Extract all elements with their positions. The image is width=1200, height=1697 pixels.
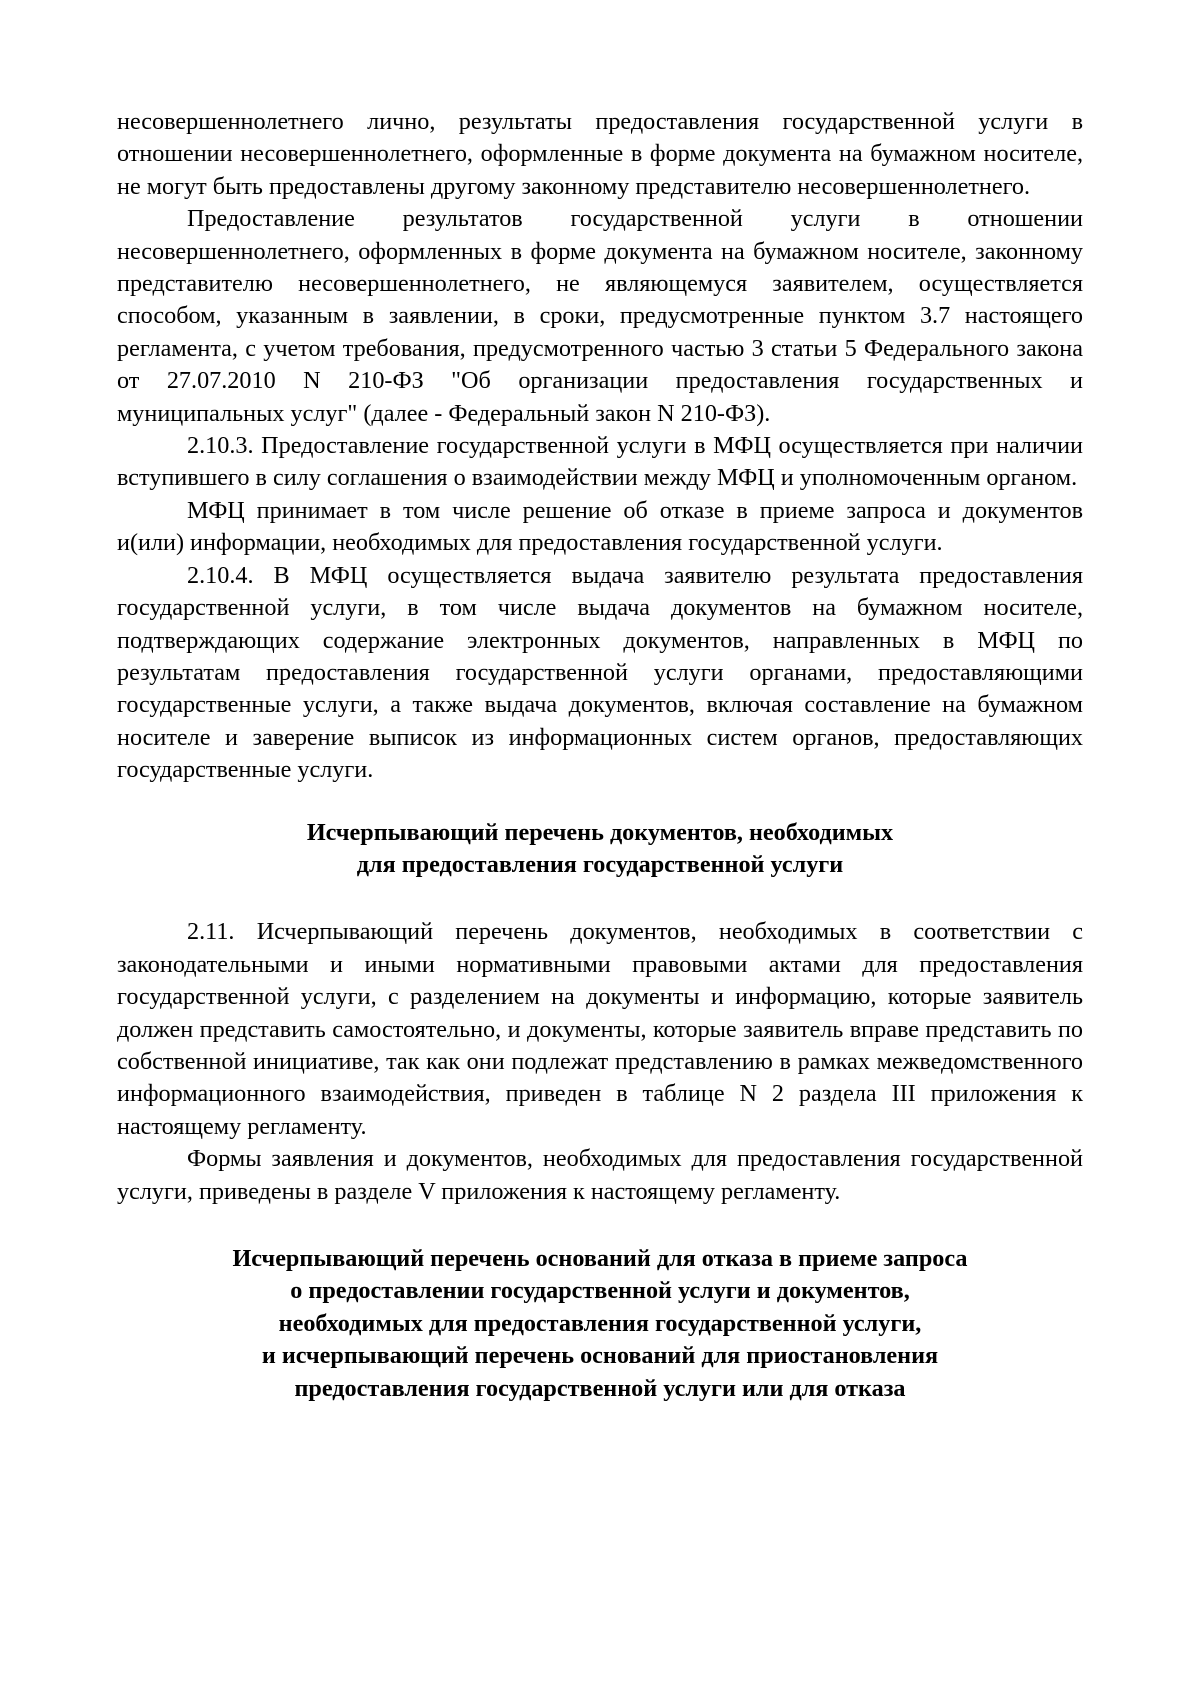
paragraph: 2.11. Исчерпывающий перечень документов, необходимых в соответствии с законодательными и иными нормативными правовыми актами для предоставления государственной услуги, с разделением на документы и информацию, которые заявитель должен представить самостоятельно, и документы, которые заявитель вправе представить по собственной инициативе, так как они подлежат представлению в рамках межведомственного информационного взаимодействия, приведен в таблице N 2 раздела III приложения к настоящему регламенту. [117, 918, 1083, 1140]
paragraph: Предоставление результатов государственной услуги в отношении несовершеннолетнего, оформленных в форме документа на бумажном носителе, законному представителю несовершеннолетнего, не являющемуся заявителем, осуществляется способом, указанным в заявлении, в сроки, предусмотренные пунктом 3.7 настоящего регламента, с учетом требования, предусмотренного частью 3 статьи 5 Федерального закона от 27.07.2010 N 210-ФЗ "Об организации предоставления государственных и муниципальных услуг" (далее - Федеральный закон N 210-ФЗ). [117, 205, 1083, 427]
heading-line: Исчерпывающий перечень оснований для отказа в приеме запроса [232, 1245, 968, 1272]
spacer [117, 881, 1083, 916]
spacer [117, 1208, 1083, 1243]
document-page [117, 106, 1083, 1405]
heading-line: предоставления государственной услуги или для отказа [294, 1374, 906, 1402]
heading-line: Исчерпывающий перечень документов, необходимых [306, 818, 894, 846]
section-heading [117, 817, 1083, 882]
heading-line: и исчерпывающий перечень оснований для приостановления [261, 1342, 939, 1370]
heading-line: для предоставления государственной услуги [356, 850, 844, 878]
heading-line: необходимых для предоставления государственной услуги, [278, 1309, 922, 1337]
section-heading [117, 1243, 1083, 1405]
heading-line: о предоставлении государственной услуги и документов, [290, 1277, 910, 1305]
paragraph: 2.10.4. В МФЦ осуществляется выдача заявителю результата предоставления государственной услуги, в том числе выдача документов на бумажном носителе, подтверждающих содержание электронных документов, направленных в МФЦ по результатам предоставления государственной услуги органами, предоставляющими государственные услуги, а также выдача документов, включая составление на бумажном носителе и заверение выписок из информационных систем органов, предоставляющих государственные услуги. [117, 561, 1083, 784]
paragraph: Формы заявления и документов, необходимых для предоставления государственной услуги, приведены в разделе V приложения к настоящему регламенту. [117, 1145, 1083, 1205]
spacer [117, 787, 1083, 817]
paragraph: 2.10.3. Предоставление государственной услуги в МФЦ осуществляется при наличии вступившего в силу соглашения о взаимодействии между МФЦ и уполномоченным органом. [117, 432, 1083, 492]
paragraph: несовершеннолетнего лично, результаты предоставления государственной услуги в отношении несовершеннолетнего, оформленные в форме документа на бумажном носителе, не могут быть предоставлены другому законному представителю несовершеннолетнего. [117, 108, 1083, 200]
paragraph: МФЦ принимает в том числе решение об отказе в приеме запроса и документов и(или) информации, необходимых для предоставления государственной услуги. [117, 496, 1083, 557]
